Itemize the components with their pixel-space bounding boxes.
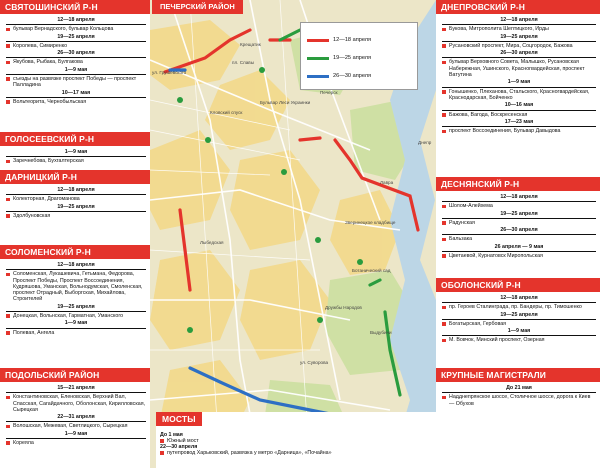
street-list-item: Букова, Митрополита Шептицкого, Ирды	[442, 26, 596, 32]
divider	[6, 97, 146, 98]
divider	[442, 57, 596, 58]
district-header: СВЯТОШИНСКИЙ Р-Н	[0, 0, 150, 14]
left-column	[0, 0, 150, 468]
period-date: 19—25 апреля	[57, 203, 95, 210]
period-date: 22—31 апреля	[57, 414, 95, 421]
divider	[442, 110, 596, 111]
bridge-list-item: путепровод Харьковский, развязка у метро «Дарница», «Почайна»	[160, 450, 432, 456]
period-date: 19—25 апреля	[500, 210, 538, 217]
street-list-item: Вольтеорита, Чернобыльская	[6, 99, 146, 105]
period-date: 12—18 апреля	[500, 194, 538, 200]
divider	[442, 319, 596, 320]
street-list-item: Бальзака	[442, 236, 596, 242]
period-date: 19—25 апреля	[57, 303, 95, 310]
period-date: 12—18 апреля	[57, 187, 95, 193]
street-list-item: Волошская, Межевая, Светлицкого, Сырецкая	[6, 423, 146, 429]
map-street-label: Печерск	[320, 90, 338, 95]
divider	[442, 41, 596, 42]
district-section	[0, 170, 150, 243]
divider	[6, 57, 146, 58]
bridges-header: МОСТЫ	[156, 412, 202, 426]
divider	[6, 269, 146, 270]
period-date: До 21 мая	[506, 385, 532, 391]
map-street-label: Днепр	[418, 140, 432, 145]
street-list-item: пр. Героев Сталинграда, пр. Бандеры, пр. Тимошенко	[442, 304, 596, 310]
street-list-item: Цветаевой, Курнатовск Миропольская	[442, 253, 596, 259]
street-list-item: Колекторная, Драгоманова	[6, 196, 146, 202]
district-header: ПОДОЛЬСКИЙ РАЙОН	[0, 368, 150, 382]
street-list-item: Якубова, Рыбака, Булгакова	[6, 59, 146, 65]
period-date: 10—16 мая	[504, 102, 534, 109]
street-list-item: Полевая, Ангела	[6, 330, 146, 336]
period-date: 12—18 апреля	[57, 262, 95, 268]
divider	[442, 126, 596, 127]
period-date: 1—9 мая	[64, 320, 88, 327]
street-list-item: Соломенская, Лукашевича, Гетьмана, Федорова, Проспект Победы, Проспект Воссоединения, Кудряшова, Уманская, Вольнодумская, Смоленская, проспект Отрадный, Выборгская, Михайлова, Строителей	[6, 271, 146, 302]
street-list-item: Заречнебова, Бухгалтерская	[6, 158, 146, 164]
period-date: 26—30 апреля	[57, 50, 95, 57]
divider	[442, 24, 596, 25]
period-date: 22—30 апреля	[160, 444, 198, 450]
street-list-item: Константиновская, Еленовская, Верхний Вал, Спасская, Сагайдачного, Оболонская, Кирилловская, Сырецкая	[6, 394, 146, 413]
street-list-item: Бажова, Вагода, Воскресенская	[442, 112, 596, 118]
period-date: 1—9 мая	[507, 328, 531, 335]
period-date: 19—25 апреля	[500, 33, 538, 40]
legend-label: 12—18 апреля	[333, 37, 372, 43]
legend-item	[307, 71, 415, 81]
legend-label: 26—30 апреля	[333, 73, 372, 79]
divider	[6, 311, 146, 312]
divider	[6, 421, 146, 422]
map-street-label: Лыбедская	[200, 240, 224, 245]
period-date: 1—9 мая	[64, 430, 88, 437]
legend-swatch-red	[307, 39, 329, 42]
period-date: 12—18 апреля	[500, 295, 538, 301]
street-list-item: бульвар Верховного Совета, Малышко, Русановская Набережная, Ушинского, Красногвардейская, проспект Ватутина	[442, 59, 596, 78]
map-street-label: Зверинецкое кладбище	[345, 220, 396, 225]
period-date: 26—30 апреля	[500, 227, 538, 234]
district-header: ДНЕПРОВСКИЙ Р-Н	[436, 0, 600, 14]
street-list-item: съезды на развязке проспект Победы — проспект Палладина	[6, 76, 146, 89]
legend-label: 19—25 апреля	[333, 55, 372, 61]
period-date: 12—18 апреля	[57, 17, 95, 23]
bridge-list-item: Южный мост	[160, 438, 432, 444]
district-section	[436, 278, 600, 366]
street-list-item: бульвар Вернадского, бульвар Кольцова	[6, 26, 146, 32]
period-date: 1—9 мая	[64, 66, 88, 73]
street-list-item: Гонышенко, Плеханова, Стальского, Красногвардейская, Краснодарская, Бойченко	[442, 89, 596, 102]
street-list-item: Богатырская, Гербовая	[442, 321, 596, 327]
street-list-item: Королева, Симиренко	[6, 43, 146, 49]
period-date: 1—9 мая	[507, 79, 531, 86]
map-street-label: Выдубичи	[370, 330, 392, 335]
legend-swatch-blue	[307, 75, 329, 78]
street-list-item: Надднепрянское шоссе, Столичное шоссе, дорога к Киев — Обухов	[442, 394, 596, 407]
period-date: 17—23 мая	[504, 118, 534, 125]
district-section	[436, 0, 600, 175]
divider	[6, 328, 146, 329]
street-list-item: Русановский проспект, Мира, Соцгородок, Бажова	[442, 43, 596, 49]
map-street-label: ул. Грушевского	[152, 70, 187, 75]
district-header: КРУПНЫЕ МАГИСТРАЛИ	[436, 368, 600, 382]
district-header: ДЕСНЯНСКИЙ Р-Н	[436, 177, 600, 191]
district-header: ДАРНИЦКИЙ Р-Н	[0, 170, 150, 184]
street-list-item: Кореяла	[6, 440, 146, 446]
district-section	[436, 177, 600, 276]
period-date: 12—18 апреля	[500, 17, 538, 23]
map-street-label: Крещатик	[240, 42, 261, 47]
period-date: 26—30 апреля	[500, 50, 538, 57]
divider	[442, 218, 596, 219]
divider	[6, 194, 146, 195]
map-street-label: Бульвар Леси Украинки	[260, 100, 311, 105]
divider	[442, 302, 596, 303]
map-street-label: Кловский спуск	[210, 110, 243, 115]
district-header: ОБОЛОНСКИЙ Р-Н	[436, 278, 600, 292]
divider	[6, 211, 146, 212]
street-list-item: Шолом-Алейхема	[442, 203, 596, 209]
period-date: 15—21 апреля	[57, 385, 95, 391]
period-date: 19—25 апреля	[500, 311, 538, 318]
map-street-label: Ботанический сад	[352, 268, 391, 273]
divider	[6, 24, 146, 25]
district-section	[0, 0, 150, 130]
divider	[442, 392, 596, 393]
divider	[6, 438, 146, 439]
period-date: До 1 мая	[160, 432, 183, 438]
period-date: 26 апреля — 9 мая	[494, 243, 544, 250]
divider	[6, 156, 146, 157]
street-list-item: М. Вовчок, Минский проспект, Озерная	[442, 337, 596, 343]
street-list-item: Донецкая, Вольнская, Гарматная, Уманского	[6, 313, 146, 319]
map-street-label: Лавра	[380, 180, 394, 185]
district-section	[0, 368, 150, 468]
district-section	[0, 132, 150, 168]
period-date: 10—17 мая	[61, 89, 91, 96]
divider	[442, 234, 596, 235]
divider	[442, 251, 596, 252]
divider	[442, 87, 596, 88]
legend-item	[307, 35, 415, 45]
street-list-item: проспект Воссоединения, Бульвар Давыдова	[442, 128, 596, 134]
legend-swatch-green	[307, 57, 329, 60]
divider	[6, 41, 146, 42]
street-list-item: Здолбуновская	[6, 213, 146, 219]
map-legend	[300, 22, 418, 90]
district-section	[0, 245, 150, 366]
period-date: 19—25 апреля	[57, 33, 95, 40]
map-street-label: ул. Суворова	[300, 360, 329, 365]
right-column	[436, 0, 600, 468]
divider	[6, 74, 146, 75]
map-street-label: пл. Славы	[232, 60, 255, 65]
period-date: 1—9 мая	[64, 149, 88, 155]
district-header: ГОЛОСЕЕВСКИЙ Р-Н	[0, 132, 150, 146]
district-header: СОЛОМЕНСКИЙ Р-Н	[0, 245, 150, 259]
street-list-item: Радунская	[442, 220, 596, 226]
map-title: ПЕЧЕРСКИЙ РАЙОН	[152, 0, 243, 14]
legend-item	[307, 53, 415, 63]
map-street-label: Дружбы Народов	[325, 305, 362, 310]
bridges-panel	[156, 412, 436, 468]
district-section	[436, 368, 600, 468]
